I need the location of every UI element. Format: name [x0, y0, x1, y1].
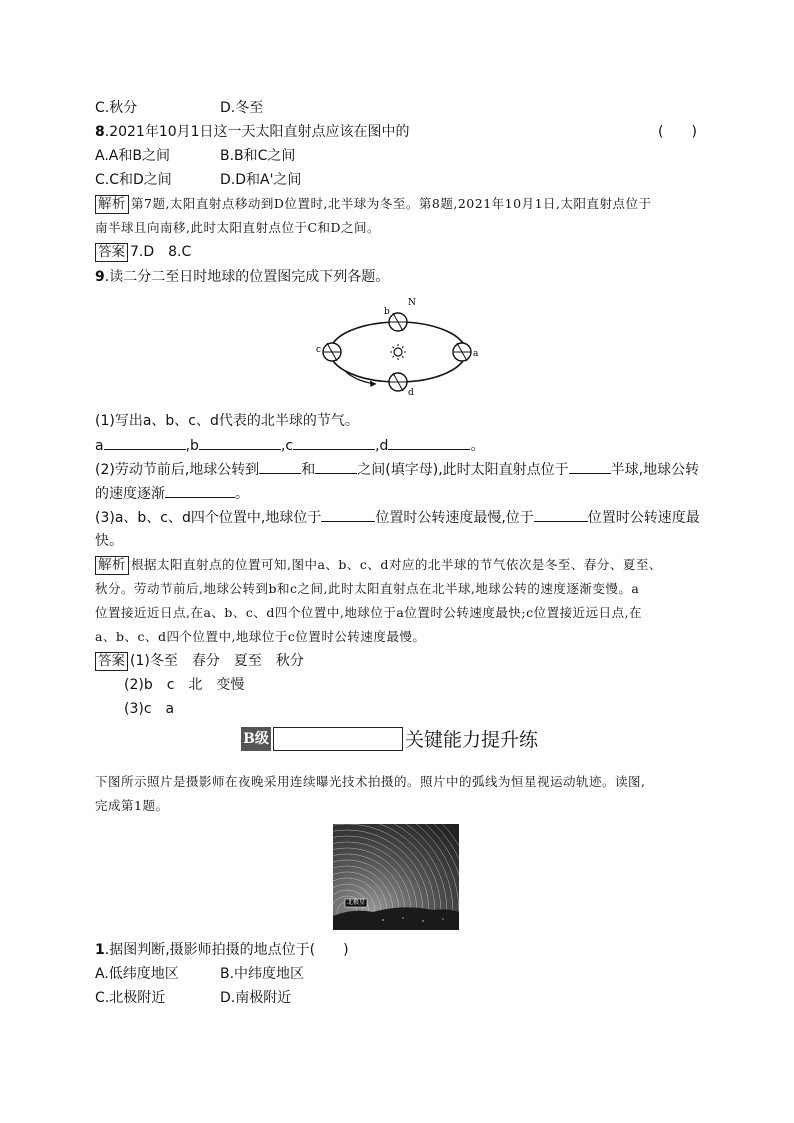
intro-line1: 下图所示照片是摄影师在夜晚采用连续曝光技术拍摄的。照片中的弧线为恒星视运动轨迹。读图,	[95, 774, 646, 789]
answer-tag: 答案	[95, 652, 128, 671]
earth-d-icon	[389, 373, 407, 391]
q1-option-c: C.北极附近	[95, 990, 166, 1006]
blank-b[interactable]	[199, 435, 281, 450]
label-d: d	[408, 388, 414, 398]
q8-option-b: B.B和C之间	[220, 148, 296, 164]
explanation-9-text1: 根据太阳直射点的位置可知,图中a、b、c、d对应的北半球的节气依次是冬至、春分、夏至、	[131, 557, 662, 572]
blank-3a[interactable]	[321, 507, 375, 522]
explanation-9-line4: a、b、c、d四个位置中,地球位于c位置时公转速度最慢。	[95, 629, 426, 644]
earth-b-icon	[389, 313, 407, 331]
q8-stem	[95, 122, 410, 142]
q8-option-c: C.C和D之间	[95, 172, 172, 188]
blank-2b[interactable]	[315, 459, 357, 474]
intro-line2: 完成第1题。	[95, 798, 169, 813]
photo-caption: 北极星	[346, 899, 365, 906]
q8-option-d: D.D和A'之间	[220, 172, 302, 188]
blank-2a[interactable]	[259, 459, 301, 474]
blank-2c[interactable]	[569, 459, 611, 474]
earth-a-icon	[453, 343, 471, 361]
blank-c[interactable]	[293, 435, 375, 450]
explanation-tag: 解析	[95, 195, 129, 214]
q8-number: 8	[95, 124, 105, 140]
answer-9-line3: (3)c a	[124, 701, 175, 717]
q9-sub1: (1)写出a、b、c、d代表的北半球的节气。	[95, 413, 359, 429]
explanation-9-line1	[95, 555, 662, 575]
explanation-tag: 解析	[95, 556, 129, 575]
q1-stem-text: .据图判断,摄影师拍摄的地点位于( )	[104, 942, 349, 958]
q1-stem	[95, 940, 349, 960]
blank-3b[interactable]	[534, 507, 588, 522]
q9-sub2-line2: 的速度逐渐 。	[95, 483, 249, 504]
q1-option-d: D.南极附近	[220, 990, 292, 1006]
level-title: 关键能力提升练	[405, 729, 539, 751]
q1-option-b: B.中纬度地区	[220, 966, 305, 982]
answer-9-line1	[95, 651, 304, 671]
label-n: N	[408, 298, 416, 308]
q9-stem-text: .读二分二至日时地球的位置图完成下列各题。	[104, 269, 390, 285]
q9-sub1-fill: a ,b ,c ,d 。	[95, 435, 484, 456]
answer-9-line2: (2)b c 北 变慢	[124, 677, 245, 693]
level-badge: B级	[241, 727, 271, 751]
label-b: b	[384, 307, 390, 317]
explanation-78-line2: 南半球且向南移,此时太阳直射点位于C和D之间。	[95, 220, 381, 235]
q9-stem	[95, 267, 389, 287]
explanation-9-line2: 秋分。劳动节前后,地球公转到b和c之间,此时太阳直射点在北半球,地球公转的速度逐渐变慢。a	[95, 581, 640, 596]
explanation-78-line1	[95, 194, 652, 214]
answer-78-text: 7.D 8.C	[130, 244, 192, 260]
blank-2d[interactable]	[165, 483, 235, 498]
q9-sub3-line1: (3)a、b、c、d四个位置中,地球位于 位置时公转速度最慢,位于 位置时公转速度最	[95, 507, 700, 528]
earth-c-icon	[323, 343, 341, 361]
q8-paren: ( )	[658, 124, 697, 140]
q1-option-a: A.低纬度地区	[95, 966, 179, 982]
label-a: a	[473, 349, 479, 359]
q7-option-d: D.冬至	[220, 100, 264, 116]
answer-tag: 答案	[95, 243, 128, 262]
q1-number: 1	[95, 942, 105, 958]
q9-number: 9	[95, 269, 105, 285]
q7-option-c: C.秋分	[95, 100, 138, 116]
q9-sub2-line1: (2)劳动节前后,地球公转到 和 之间(填字母),此时太阳直射点位于 半球,地球公转	[95, 459, 699, 480]
explanation-78-text1: 第7题,太阳直射点移动到D位置时,北半球为冬至。第8题,2021年10月1日,太阳直射点位于	[131, 196, 652, 211]
q8-stem-text: .2021年10月1日这一天太阳直射点应该在图中的	[104, 124, 410, 140]
answer-78	[95, 242, 191, 262]
level-frame	[273, 727, 403, 751]
q8-option-a: A.A和B之间	[95, 148, 170, 164]
answer-9-text1: (1)冬至 春分 夏至 秋分	[130, 653, 304, 669]
blank-a[interactable]	[104, 435, 186, 450]
earth-orbit-diagram	[310, 292, 490, 402]
blank-d[interactable]	[388, 435, 470, 450]
star-trail-photo	[333, 824, 459, 930]
label-c: c	[316, 345, 322, 355]
sun-icon	[390, 344, 406, 360]
explanation-9-line3: 位置接近近日点,在a、b、c、d四个位置中,地球位于a位置时公转速度最快;c位置接近远日点,在	[95, 605, 643, 620]
q9-sub3-line2: 快。	[95, 533, 123, 549]
